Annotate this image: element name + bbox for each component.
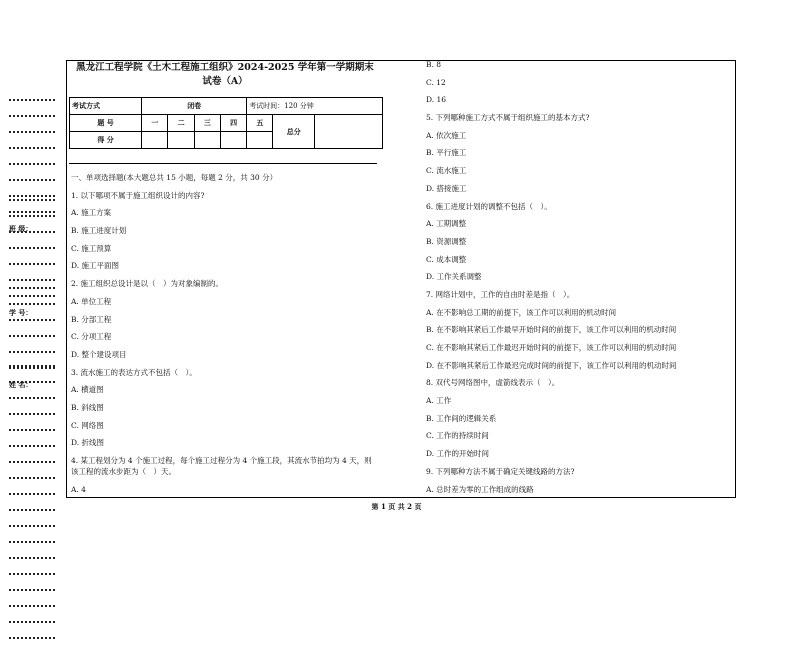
right-column [426, 56, 677, 498]
option: B. 斜线图 [71, 402, 104, 412]
exam-title [70, 61, 380, 89]
divider [69, 163, 377, 164]
section-header: 二 [168, 115, 194, 132]
option: A. 4 [71, 485, 86, 494]
question: 6. 施工进度计划的调整不包括（ ）。 [426, 201, 552, 211]
score-cell [142, 132, 168, 149]
option: A. 横道图 [71, 385, 104, 395]
option: C. 施工预算 [71, 243, 112, 253]
exam-mode-label: 考试方式 [70, 98, 142, 115]
score-cell [168, 132, 194, 149]
student-id-label: 学 号： [9, 308, 33, 317]
question: 2. 施工组织总设计是以（ ）为对象编制的。 [71, 279, 224, 289]
total-label: 总分 [273, 115, 315, 149]
option: D. 工作的开始时间 [426, 449, 490, 459]
option: C. 在不影响其紧后工作最迟开始时间的前提下，该工作可以利用的机动时间 [426, 343, 677, 352]
section-heading: 一、单项选择题(本大题总共 15 小题，每题 2 分，共 30 分） [71, 173, 278, 182]
option: C. 流水施工 [426, 166, 467, 176]
option: B. 分部工程 [71, 314, 112, 324]
question: 4. 某工程划分为 4 个施工过程，每个施工过程分为 4 个施工段，其流水节拍均为 4 天，则该工程的流水步距为（ ）天。 [71, 456, 372, 476]
option: D. 施工平面图 [71, 261, 120, 271]
question: 8. 双代号网络图中，虚箭线表示（ ）。 [426, 378, 560, 388]
section-header: 五 [247, 115, 273, 132]
left-column [71, 169, 376, 499]
option: A. 在不影响总工期的前提下，该工作可以利用的机动时间 [426, 307, 617, 317]
section-header: 一 [142, 115, 168, 132]
score-label: 得 分 [70, 132, 142, 149]
option: B. 平行施工 [426, 148, 467, 158]
option: D. 在不影响其紧后工作最迟完成时间的前提下，该工作可以利用的机动时间 [426, 360, 677, 370]
question: 7. 网络计划中，工作的自由时差是指（ ）。 [426, 289, 575, 299]
option: D. 搭接施工 [426, 183, 467, 193]
total-score-cell [315, 115, 383, 149]
score-cell [194, 132, 220, 149]
title-line-1: 黑龙江工程学院《土木工程施工组织》2024-2025 学年第一学期期末 [76, 62, 374, 73]
question-no-label: 题 号 [70, 115, 142, 132]
option: D. 整个建设项目 [71, 349, 127, 359]
option: A. 施工方案 [71, 208, 112, 218]
option: C. 分项工程 [71, 332, 112, 342]
score-cell [247, 132, 273, 149]
title-line-2: 试卷（A） [202, 76, 248, 87]
score-cell [220, 132, 246, 149]
page-number: 第 1 页 共 2 页 [371, 502, 422, 511]
class-label: 班 级： [9, 224, 33, 233]
score-table [69, 97, 383, 149]
question: 5. 下列哪种施工方式不属于组织施工的基本方式? [426, 113, 590, 123]
question: 9. 下列哪种方法不属于确定关键线路的方法? [426, 466, 575, 476]
option: D. 工作关系调整 [426, 272, 482, 282]
option: C. 网络图 [71, 420, 104, 430]
option: B. 施工进度计划 [71, 226, 127, 236]
option: B. 工作间的逻辑关系 [426, 413, 497, 423]
exam-mode: 闭卷 [142, 98, 247, 115]
question: 3. 流水施工的表达方式不包括（ ）。 [71, 367, 197, 377]
option: A. 总时差为零的工作组成的线路 [426, 484, 534, 494]
option: C. 12 [426, 77, 446, 87]
option: A. 工作 [426, 396, 452, 406]
option: A. 工期调整 [426, 219, 467, 229]
option: B. 资源调整 [426, 236, 467, 246]
option: A. 单位工程 [71, 296, 112, 306]
option: C. 工作的持续时间 [426, 431, 489, 441]
option: A. 依次施工 [426, 130, 467, 140]
section-header: 四 [220, 115, 246, 132]
option: D. 16 [426, 95, 447, 105]
name-label: 姓 名： [9, 380, 33, 389]
question: 1. 以下哪项不属于施工组织设计的内容? [71, 190, 205, 200]
option: B. 在不影响其紧后工作最早开始时间的前提下，该工作可以利用的机动时间 [426, 325, 677, 335]
option: D. 折线图 [71, 438, 105, 448]
option: B. 8 [426, 60, 442, 69]
section-header: 三 [194, 115, 220, 132]
exam-time: 考试时间：120 分钟 [247, 98, 383, 115]
option: C. 成本调整 [426, 254, 467, 264]
